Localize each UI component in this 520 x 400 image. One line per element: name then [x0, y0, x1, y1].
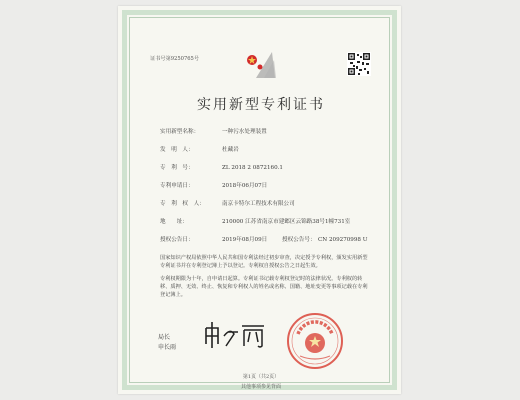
field-value-name: 一种污水处理装置: [222, 129, 267, 135]
certificate-paragraph-2: 专利权期限为十年，自申请日起算。专利证书记载专利权登记时的法律状况。专利权的转移、质押、无效、终止、恢复和专利权人的姓名或名称、国籍、地址变更等事项记载在专利登记簿上。: [160, 276, 368, 298]
field-label-application-date: 专利申请日：: [160, 183, 194, 189]
qr-code-icon: [347, 52, 371, 76]
director-signature: [200, 318, 270, 352]
field-label-patentee: 专 利 权 人：: [160, 201, 205, 207]
grant-date-label: 授权公告日：: [160, 237, 194, 243]
field-label-name: 实用新型名称：: [160, 129, 200, 135]
field-value-patent-number: ZL 2018 2 0872160.1: [222, 165, 283, 171]
field-label-patent-number: 专 利 号：: [160, 165, 194, 171]
field-value-patentee: 南京卡特尔工程技术有限公司: [222, 201, 295, 207]
field-value-application-date: 2018年06月07日: [222, 183, 268, 189]
director-name: 申长雨: [158, 344, 177, 351]
cnipa-logo-icon: [242, 50, 282, 80]
certificate-title: 实用新型专利证书: [197, 97, 325, 113]
official-seal-icon: [286, 312, 344, 370]
certificate-paragraph-1: 国家知识产权局依照中华人民共和国专利法经过初步审查，决定授予专利权，颁发实用新型专利证书并在专利登记簿上予以登记。专利权自授权公告之日起生效。: [160, 255, 368, 269]
field-label-inventor: 发 明 人：: [160, 147, 194, 153]
field-value-inventor: 杜藏岩: [222, 147, 239, 153]
grant-number-label: 授权公告号：: [282, 237, 316, 243]
director-title: 局长: [158, 334, 171, 341]
grant-date-value: 2019年08月09日: [222, 237, 268, 243]
grant-number-value: CN 209270998 U: [318, 237, 368, 243]
certificate-number: 证书号第9250765号: [150, 56, 200, 62]
field-value-address: 210000 江苏省南京市建邺区云锦路38号1幢731室: [222, 219, 351, 225]
field-label-address: 地 址：: [160, 219, 188, 225]
certificate-footer: 其他事项参见背面: [240, 384, 281, 390]
page-indicator: 第1页（共2页）: [242, 374, 280, 380]
